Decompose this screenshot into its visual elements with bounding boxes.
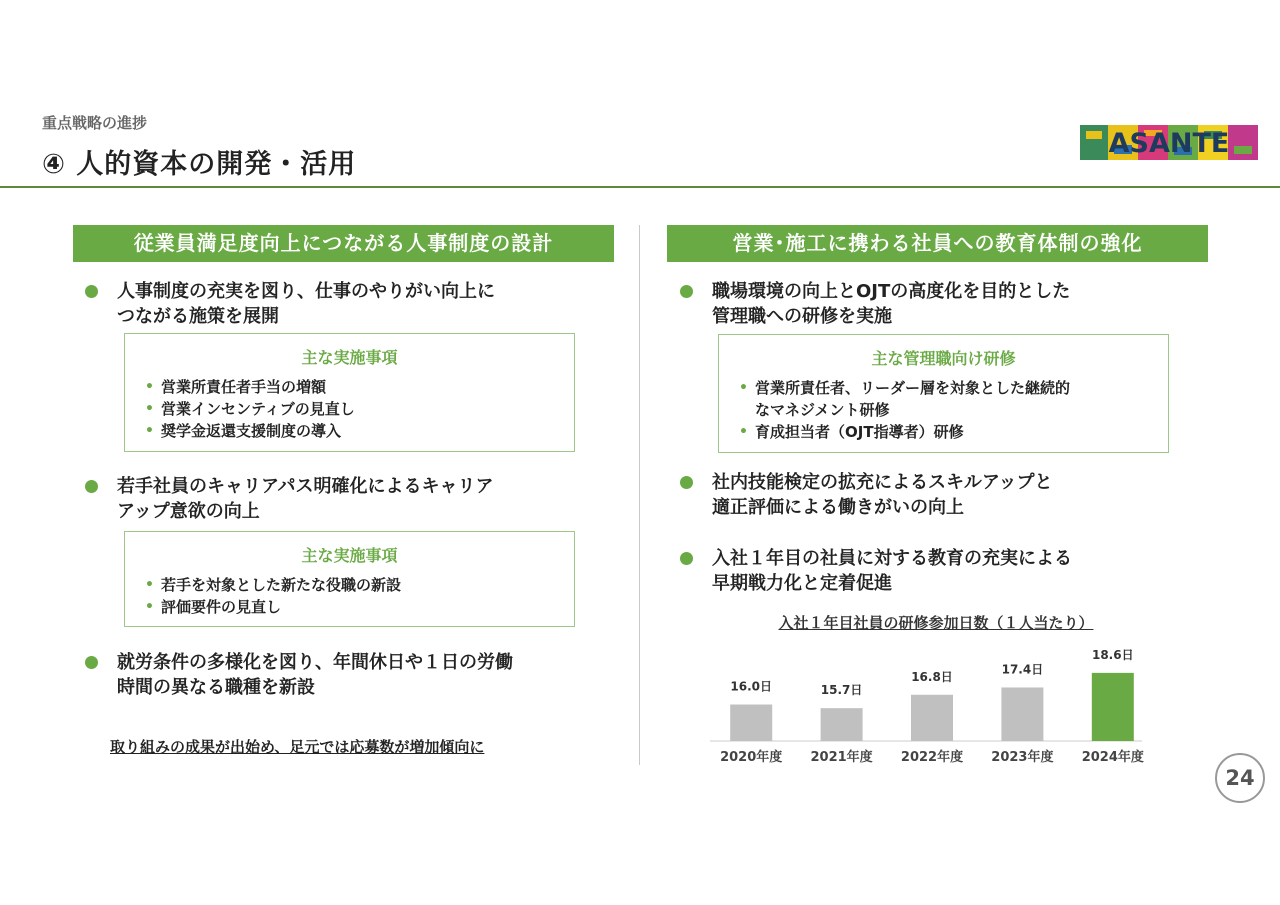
bullet-dot	[85, 285, 98, 298]
right-bullet-2	[680, 470, 1210, 520]
right-bullet-1	[680, 279, 1210, 329]
bullet-line: 社内技能検定の拡充によるスキルアップと	[712, 472, 1053, 493]
bar-2020年度	[730, 705, 772, 742]
bullet-line: 職場環境の向上とOJTの高度化を目的とした	[712, 281, 1071, 302]
list-item: • 営業所責任者手当の増額	[145, 378, 327, 396]
box-list	[125, 574, 574, 618]
box-title: 主な管理職向け研修	[871, 349, 1016, 368]
box-title: 主な実施事項	[301, 546, 398, 565]
bullet-line: 入社１年目の社員に対する教育の充実による	[712, 548, 1072, 569]
bullet-dot	[85, 656, 98, 669]
list-item-continued: なマネジメント研修	[755, 401, 890, 419]
bullet-line: 時間の異なる職種を新設	[117, 677, 315, 698]
x-tick-label: 2022年度	[900, 750, 964, 765]
bullet-line: 若手社員のキャリアパス明確化によるキャリア	[117, 476, 494, 497]
right-banner: 営業･施工に携わる社員への教育体制の強化	[667, 225, 1208, 262]
bar-2024年度	[1092, 673, 1134, 741]
data-label: 16.0日	[730, 679, 773, 694]
list-item: • 評価要件の見直し	[145, 598, 282, 616]
page-title: ④ 人的資本の開発・活用	[42, 149, 357, 180]
bar-2021年度	[821, 708, 863, 741]
bar-2023年度	[1001, 687, 1043, 741]
training-days-bar-chart	[700, 640, 1172, 770]
page-number: 24	[1215, 753, 1265, 803]
list-item: • 奨学金返還支援制度の導入	[145, 422, 342, 440]
data-label: 15.7日	[820, 683, 863, 698]
list-item: • 営業インセンティブの見直し	[145, 400, 355, 418]
data-label: 16.8日	[911, 669, 953, 684]
left-measures-box-2	[124, 531, 575, 627]
bullet-dot	[85, 480, 98, 493]
list-item: • 育成担当者（OJT指導者）研修	[739, 423, 964, 441]
left-banner: 従業員満足度向上につながる人事制度の設計	[73, 225, 614, 262]
x-tick-label: 2021年度	[810, 750, 873, 765]
bullet-line: 早期戦力化と定着促進	[712, 573, 892, 594]
box-list	[125, 376, 574, 442]
bullet-line: 就労条件の多様化を図り、年間休日や１日の労働	[117, 652, 513, 673]
box-title: 主な実施事項	[301, 348, 398, 367]
bullet-dot	[680, 552, 693, 565]
bullet-dot	[680, 476, 693, 489]
left-measures-box-1	[124, 333, 575, 452]
bullet-line: 適正評価による働きがいの向上	[712, 497, 964, 518]
conclusion-text: 取り組みの成果が出始め、足元では応募数が増加傾向に	[110, 738, 485, 756]
data-label: 17.4日	[1001, 662, 1044, 677]
bullet-line: 人事制度の充実を図り、仕事のやりがい向上に	[117, 281, 495, 302]
left-bullet-2	[85, 474, 605, 524]
list-item: • 若手を対象とした新たな役職の新設	[145, 576, 402, 594]
list-item: • 営業所責任者、リーダー層を対象とした継続的	[739, 379, 1071, 397]
box-list	[719, 377, 1168, 443]
asante-logo	[1080, 125, 1258, 160]
left-bullet-3	[85, 650, 605, 700]
bullet-line: アップ意欲の向上	[117, 501, 260, 522]
x-tick-label: 2023年度	[991, 750, 1054, 765]
bullet-line: 管理職への研修を実施	[712, 306, 892, 327]
column-divider	[639, 225, 640, 765]
right-bullet-3	[680, 546, 1210, 596]
data-label: 18.6日	[1091, 647, 1134, 662]
right-training-box	[718, 334, 1169, 453]
chart-title: 入社１年目社員の研修参加日数（１人当たり）	[778, 614, 1094, 632]
x-tick-label: 2020年度	[720, 750, 783, 765]
section-kicker: 重点戦略の進捗	[42, 114, 148, 132]
left-bullet-1	[85, 279, 605, 329]
bullet-line: つながる施策を展開	[117, 306, 279, 327]
x-tick-label: 2024年度	[1081, 750, 1144, 765]
logo-text: ASANTE	[1108, 128, 1230, 159]
bullet-dot	[680, 285, 693, 298]
bar-2022年度	[911, 695, 953, 741]
header-rule	[0, 186, 1280, 188]
